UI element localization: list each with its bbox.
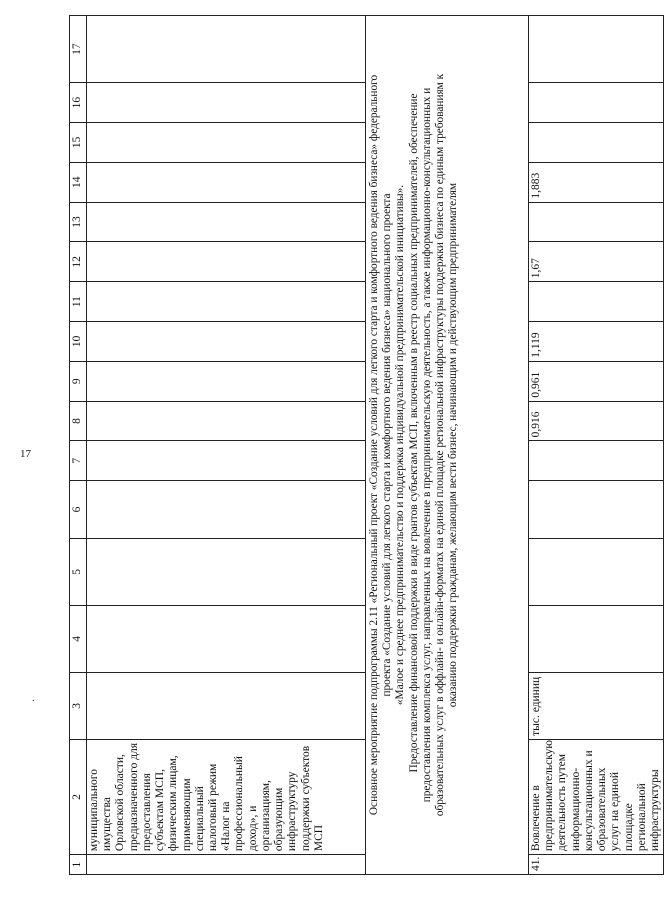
section-line: образовательных услуг в оффлайн- и онлайн-форматах на единой площадке региональной инфраструктуры поддержки бизнеса по единым требованиям к: [434, 73, 447, 817]
cell: [87, 441, 366, 481]
col-num-8: 8: [70, 401, 87, 441]
rotated-content: [69, 15, 661, 875]
indicator-name-continued: муниципального имущества Орловской области, предназначенного для предоставления субъектам МСП, физическим лицам, применяющим специальный налоговый режим «Налог на профессиональный доход», и организациям, образующим инфраструктуру поддержки субъектов МСП: [87, 739, 366, 854]
table-row: [529, 16, 664, 875]
value-cell: 1,883: [529, 162, 664, 202]
cell: [87, 481, 366, 539]
stray-mark: .: [32, 693, 35, 704]
row-number: 41.: [529, 855, 664, 875]
unit-cell: тыс. единиц: [529, 672, 664, 739]
cell: [529, 202, 664, 242]
cell: [87, 401, 366, 441]
cell: [87, 538, 366, 605]
value-cell: 1,119: [529, 322, 664, 362]
col-num-16: 16: [70, 83, 87, 123]
cell: [87, 202, 366, 242]
col-num-7: 7: [70, 441, 87, 481]
section-header-row: [366, 16, 529, 875]
col-num-3: 3: [70, 672, 87, 739]
col-num-2: 2: [70, 739, 87, 854]
col-num-11: 11: [70, 282, 87, 322]
col-num-4: 4: [70, 605, 87, 672]
cell: [529, 282, 664, 322]
cell: [529, 123, 664, 163]
value-cell: 1,67: [529, 242, 664, 282]
value-cell: 0,916: [529, 401, 664, 441]
section-header: [366, 16, 529, 875]
col-num-9: 9: [70, 361, 87, 401]
cell: [529, 481, 664, 539]
cell: [87, 16, 366, 83]
col-num-6: 6: [70, 481, 87, 539]
indicator-table: [69, 15, 664, 875]
cell: [87, 123, 366, 163]
section-line: проекта «Создание условий для легкого старта и комфортного ведения бизнеса» национального проекта: [381, 193, 394, 697]
column-number-row: [70, 16, 87, 875]
cell: [529, 16, 664, 83]
cell: [529, 538, 664, 605]
section-line: Основное мероприятие подпрограммы 2.11 «Региональный проект «Создание условий для легкого старта и комфортного ведения бизнеса» федерального: [368, 74, 380, 816]
cell: [87, 322, 366, 362]
page-number: 17: [20, 448, 31, 460]
section-line: «Малое и среднее предпринимательство и поддержка индивидуальной предпринимательской инициативы».: [394, 184, 407, 706]
cell: [87, 83, 366, 123]
col-num-1: 1: [70, 855, 87, 875]
col-num-12: 12: [70, 242, 87, 282]
cell: [529, 605, 664, 672]
value-cell: 0,961: [529, 361, 664, 401]
col-num-13: 13: [70, 202, 87, 242]
cell: [87, 282, 366, 322]
cell: [87, 162, 366, 202]
cell: [87, 361, 366, 401]
col-num-15: 15: [70, 123, 87, 163]
section-line: предоставления комплекса услуг, направленных на вовлечение в предпринимательскую деятельность, а также информационно-консультационных и: [420, 87, 433, 803]
col-num-10: 10: [70, 322, 87, 362]
cell: [87, 855, 366, 875]
col-num-17: 17: [70, 16, 87, 83]
table-row: [87, 16, 366, 875]
cell: [529, 441, 664, 481]
col-num-5: 5: [70, 538, 87, 605]
rotated-table-area: [69, 15, 661, 875]
cell: [87, 242, 366, 282]
cell: [87, 672, 366, 739]
section-line: оказанию поддержки гражданам, желающим вести бизнес, начинающим и действующим предпринимателям: [447, 182, 460, 708]
section-line: Предоставление финансовой поддержки в виде грантов субъектам МСП, включенным в реестр социальных предпринимателей, обеспечение: [407, 93, 420, 773]
cell: [87, 605, 366, 672]
cell: [529, 83, 664, 123]
col-num-14: 14: [70, 162, 87, 202]
indicator-name: Вовлечение в предпринимательскую деятельность путем информационно-консультационных и образовательных услуг на единой площадке региональной инфраструктуры: [529, 739, 664, 854]
